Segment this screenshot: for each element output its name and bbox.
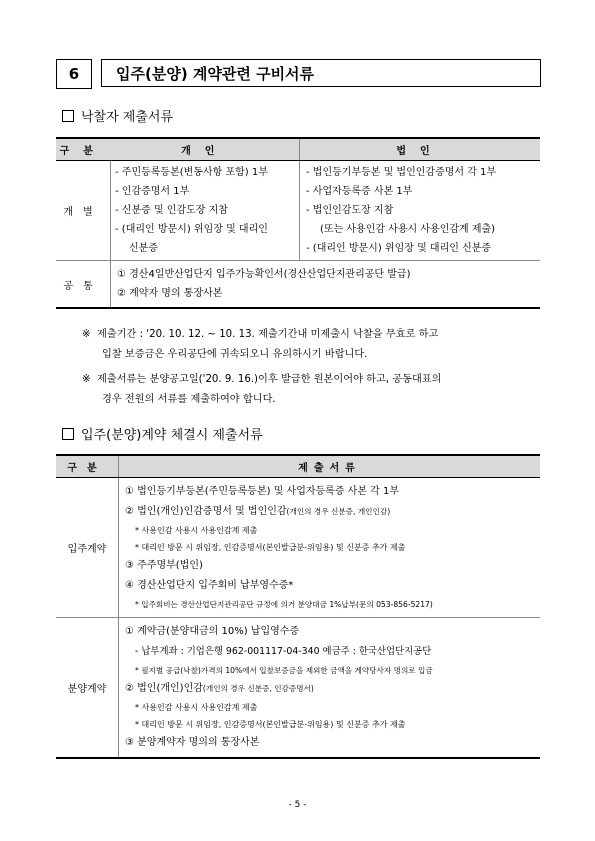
common-docs: ① 경산4일반산업단지 입주가능확인서(경산산업단지관리공단 발급) ② 계약자 명의 통장사본 <box>111 261 541 309</box>
page-title: 입주(분양) 계약관련 구비서류 <box>101 59 541 87</box>
row-label-individual: 개별 <box>56 161 111 261</box>
personal-docs: - 주민등록등본(변동사항 포함) 1부 - 인감증명서 1부 - 신분증 및 인감도장 지참 - (대리인 방문시) 위임장 및 대리인 신분증 <box>111 161 300 261</box>
col-header-corporate: 법인 <box>300 138 541 161</box>
table-row <box>56 618 540 759</box>
page-number: - 5 - <box>288 800 307 810</box>
table-row <box>56 161 540 261</box>
note-original-documents: ※ 제출서류는 분양공고일('20. 9. 16.)이후 발급한 원본이어야 하고, 공동대표의 경우 전원의 서류를 제출하여야 합니다. <box>82 374 442 405</box>
col-header-documents: 제출서류 <box>119 455 541 478</box>
contract-documents-table <box>56 454 540 759</box>
note-submission-period: ※ 제출기간 : '20. 10. 12. ~ 10. 13. 제출기간내 미제출시 낙찰을 무효로 하고 입찰 보증금은 우리공단에 귀속되오니 유의하시기 바랍니다. <box>82 329 439 360</box>
row-label-occupancy-contract: 입주계약 <box>56 478 119 618</box>
section2-heading: 입주(분양)계약 체결시 제출서류 <box>62 424 263 443</box>
winner-documents-table <box>56 137 540 309</box>
col-header-division: 구분 <box>56 455 119 478</box>
table-row <box>56 478 540 618</box>
corporate-docs: - 법인등기부등본 및 법인인감증명서 각 1부 - 사업자등록증 사본 1부 - 법인인감도장 지참 (또는 사용인감 사용시 사용인감계 제출) - (대리인 방문시) 위임장 및 대리인 신분증 <box>300 161 541 261</box>
table-row <box>56 261 540 309</box>
row-label-sale-contract: 분양계약 <box>56 618 119 759</box>
occupancy-contract-docs: ① 법인등기부등본(주민등록등본) 및 사업자등록증 사본 각 1부 ② 법인(개인)인감증명서 및 법인인감(개인의 경우 신분증, 개인인감) * 사용인감 사용시 사용인감계 제출 * 대리인 방문 시 위임장, 인감증명서(본인발급분-위임용) 및 신분증 추가 제출 ③ 주주명부(법인) ④ 경산산업단지 입주회비 납부영수증* * 입주회비는 경산산업단지관리공단 규정에 의거 분양대금 1%납부(문의 053-856-5217) <box>119 478 541 618</box>
col-header-personal: 개인 <box>111 138 300 161</box>
section-number: 6 <box>56 59 92 89</box>
col-header-division: 구분 <box>56 138 111 161</box>
sale-contract-docs: ① 계약금(분양대금의 10%) 납입영수증 - 납부계좌 : 기업은행 962-001117-04-340 예금주 : 한국산업단지공단 * 필지별 공급(낙찰)가격의 10%에서 입찰보증금을 제외한 금액을 계약당사자 명의로 입금 ② 법인(개인)인감(개인의 경우 신분증, 인감증명서) * 사용인감 사용시 사용인감계 제출 * 대리인 방문 시 위임장, 인감증명서(본인발급분-위임용) 및 신분증 추가 제출 ③ 분양계약자 명의의 통장사본 <box>119 618 541 759</box>
section1-heading: 낙찰자 제출서류 <box>62 106 173 125</box>
row-label-common: 공통 <box>56 261 111 309</box>
checkbox-square-icon <box>62 110 74 122</box>
checkbox-square-icon <box>62 428 74 440</box>
